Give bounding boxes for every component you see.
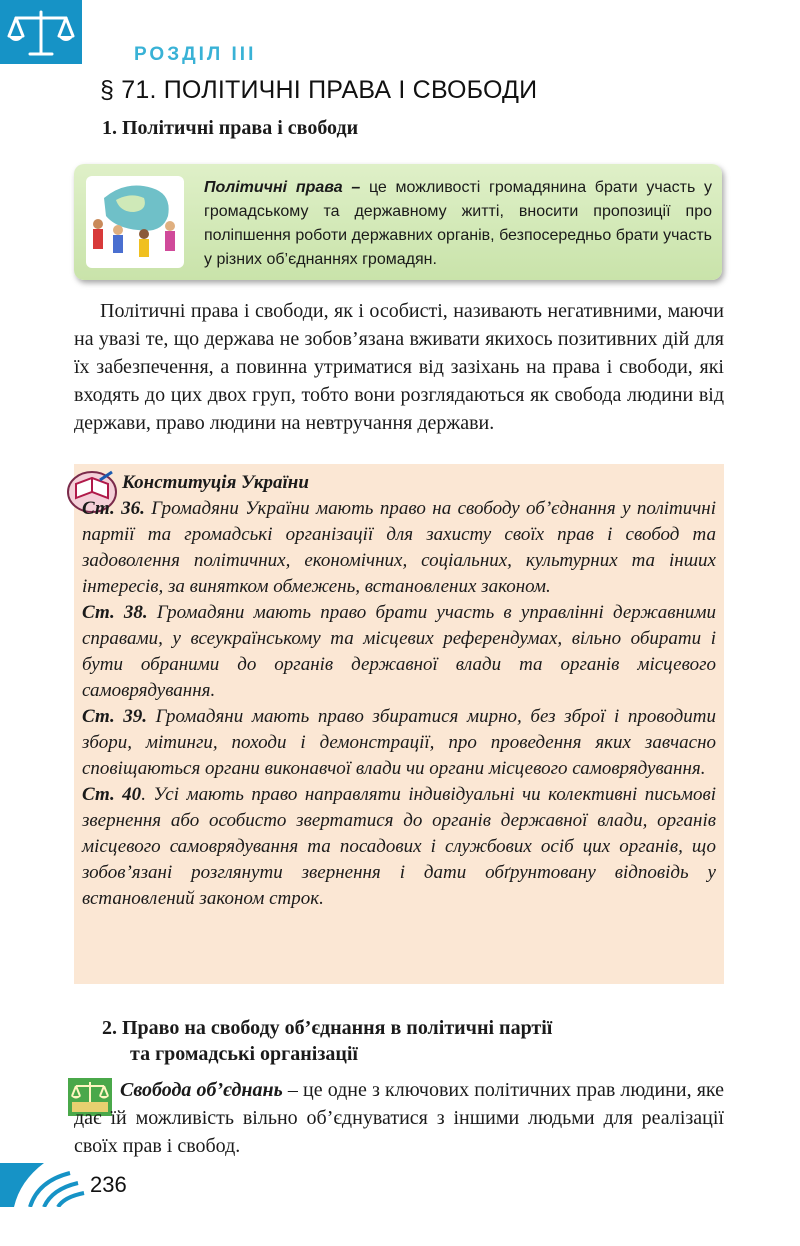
article-label: Ст. 36. [82, 498, 145, 519]
subsection-heading-2 [102, 1015, 722, 1067]
page-corner-arcs-icon [0, 1163, 86, 1207]
freedom-paragraph [74, 1076, 724, 1160]
article-label: Ст. 40 [82, 784, 142, 805]
definition-term: Політичні права – [204, 179, 361, 196]
article-text: Громадяни мають право брати участь в управлінні державними справами, у всеукраїнському та місцевих референдумах, вільно обирати і бути обраними до органів державної влади та органів місцевого самоврядування. [82, 602, 716, 701]
article-38 [82, 600, 716, 704]
article-36 [82, 496, 716, 600]
article-text: Громадяни мають право збиратися мирно, без зброї і проводити збори, мітинги, походи і демонстрації, про проведення яких завчасно сповіщаються органи виконавчої влади чи органи місцевого самоврядування. [82, 706, 716, 779]
definition-text [204, 176, 712, 272]
freedom-term: Свобода об’єднань [120, 1079, 283, 1101]
scales-logo-icon [6, 6, 76, 60]
constitution-title: Конституція України [122, 472, 309, 493]
constitution-articles [82, 496, 716, 912]
article-text: . Усі мають право направляти індивідуальні чи колективні письмові звернення або особисто звертатися до органів державної влади, органів місцевого самоврядування та посадових і службових осіб цих органів, що зобов’язані розглянути звернення і дати обґрунтовану відповідь у встановлений законом строк. [82, 784, 717, 909]
definition-box [74, 164, 722, 280]
definition-body: це можливості громадянина брати участь у громадському та державному житті, вносити пропозиції про поліпшення роботи державних органів, безпосередньо брати участь у різних об’єднаннях громадян. [204, 179, 712, 268]
body-paragraph: Політичні права і свободи, як і особисті, називають негативними, маючи на увазі те, що держава не зобов’язана вживати якихось позитивних дій для їх забезпечення, а повинна утриматися від зазіхань на права і свободи, які входять до цих двох груп, тобто вони розглядаються як свобода людини від держави, право людини на невтручання держави. [74, 300, 724, 434]
subsection-heading-2-line1: 2. Право на свободу об’єднання в політичні партії [102, 1017, 553, 1039]
section-corner-tab [0, 0, 82, 64]
freedom-text: – це одне з ключових політичних прав людини, яке дає їй можливість вільно об’єднуватися з іншими людьми для реалізації своїх прав і свобод. [74, 1079, 724, 1157]
article-label: Ст. 38. [82, 602, 148, 623]
article-label: Ст. 39. [82, 706, 148, 727]
children-illustration [86, 176, 184, 268]
article-40 [82, 782, 716, 912]
subsection-heading-1: 1. Політичні права і свободи [102, 117, 359, 139]
page-title: § 71. ПОЛІТИЧНІ ПРАВА І СВОБОДИ [100, 76, 538, 104]
subsection-heading-2-line2: та громадські організації [130, 1043, 358, 1065]
article-text: Громадяни України мають право на свободу об’єднання у політичні партії та громадські організації для захисту своїх прав і свобод та задоволення політичних, економічних, соціальних, культурних та інших інтересів, за винятком обмежень, встановлених законом. [82, 498, 717, 597]
page-number: 236 [90, 1172, 127, 1197]
section-label: РОЗДІЛ III [134, 44, 257, 65]
article-39 [82, 704, 716, 782]
